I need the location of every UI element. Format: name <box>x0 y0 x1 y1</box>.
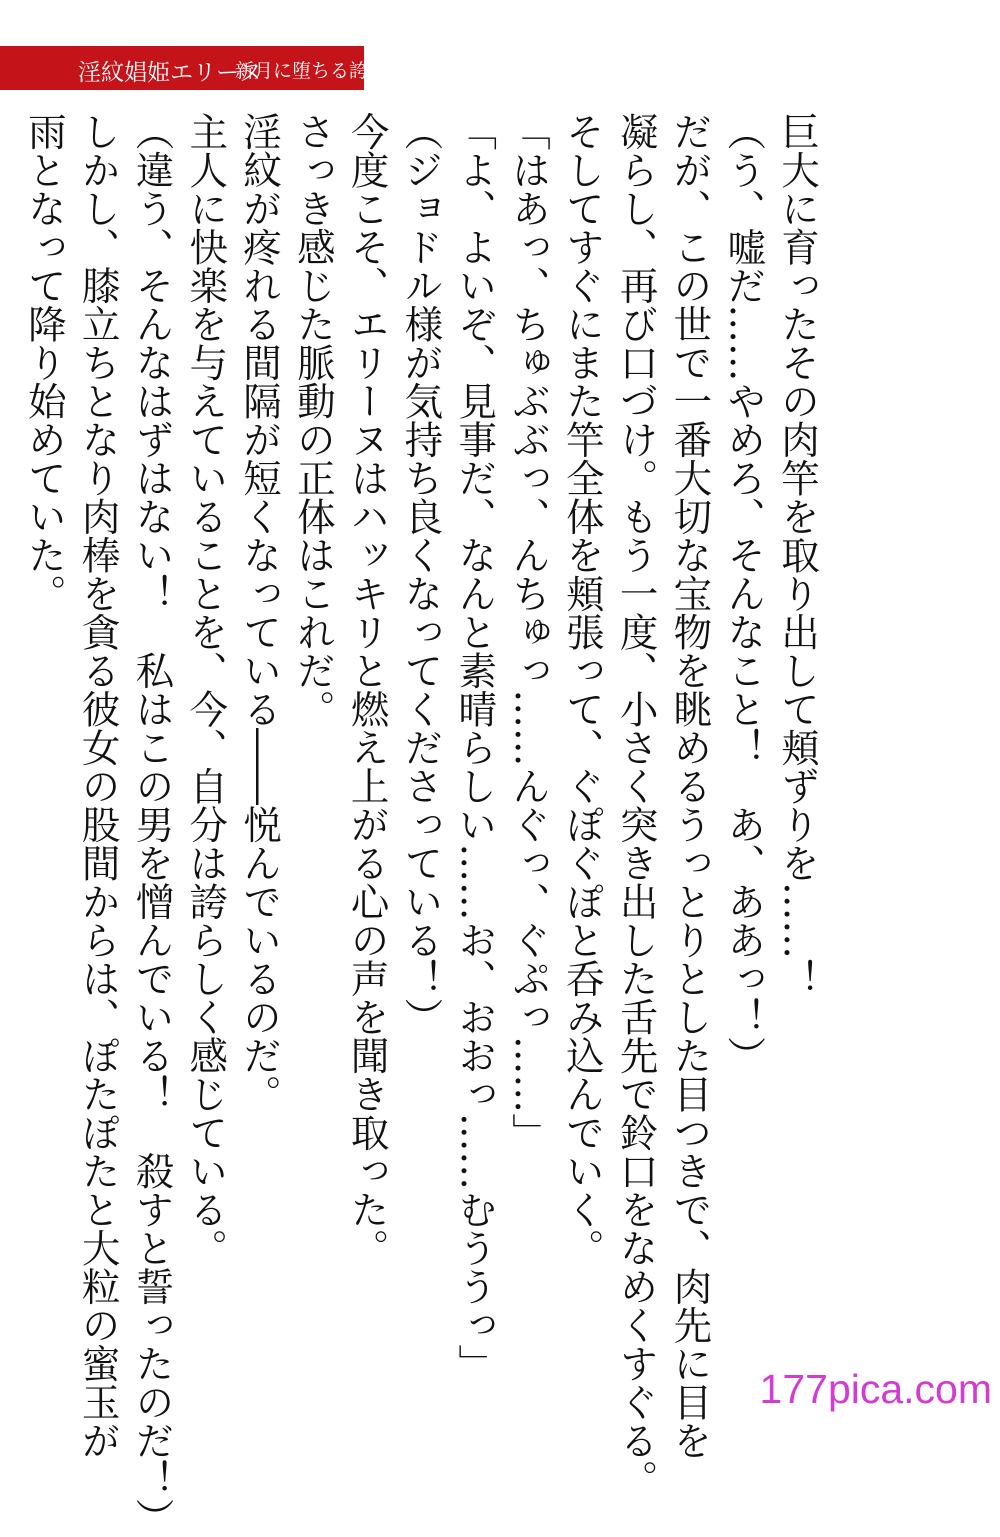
running-header <box>0 46 388 90</box>
text-line: （ジョドル様が気持ち良くなってくださっている！） <box>398 112 444 1036</box>
text-line: 巨大に育ったその肉竿を取り出して頬ずりを……！ <box>775 112 820 998</box>
text-line: 「はあっ、ちゅぶぶっ、んちゅっ……んぐっ、ぐぷっ……」 <box>506 112 552 1152</box>
text-line: （違う、そんなはずはない！ 私はこの男を憎んでいる！ 殺すと誓ったのだ！） <box>129 112 175 1537</box>
chapter-title: 新月に堕ちる誇り <box>235 60 388 82</box>
text-line: 今度こそ、エリーヌはハッキリと燃え上がる心の声を聞き取った。 <box>344 112 390 1267</box>
text-line: 主人に快楽を与えていることを、今、自分は誇らしく感じている。 <box>183 112 229 1267</box>
text-line: 凝らし、再び口づけ。もう一度、小さく突き出した舌先で鈴口をなめくすぐる。 <box>613 112 659 1498</box>
text-line: 淫紋が疼れる間隔が短くなっている――悦んでいるのだ。 <box>237 112 283 1113</box>
body-text <box>17 112 824 1537</box>
text-line: 雨となって降り始めていた。 <box>21 112 67 613</box>
text-line: 「よ、よいぞ、見事だ、なんと素晴らしい……お、おおっ……むううっ」 <box>452 112 498 1383</box>
text-line: だが、この世で一番大切な宝物を眺めるうっとりとした目つきで、肉先に目を <box>667 112 713 1460</box>
text-line: しかし、膝立ちとなり肉棒を貪る彼女の股間からは、ぽたぽたと大粒の蜜玉が <box>75 112 121 1460</box>
text-line: さっき感じた脈動の正体はこれだ。 <box>290 112 336 728</box>
text-line: そしてすぐにまた竿全体を頬張って、ぐぽぐぽと呑み込んでいく。 <box>559 112 605 1267</box>
book-title: 淫紋娼姫エリーヌ <box>78 60 262 86</box>
text-line: （う、嘘だ……やめろ、そんなこと！ あ、ああっ！） <box>721 112 767 1075</box>
watermark: 177pica.com <box>759 1366 992 1412</box>
